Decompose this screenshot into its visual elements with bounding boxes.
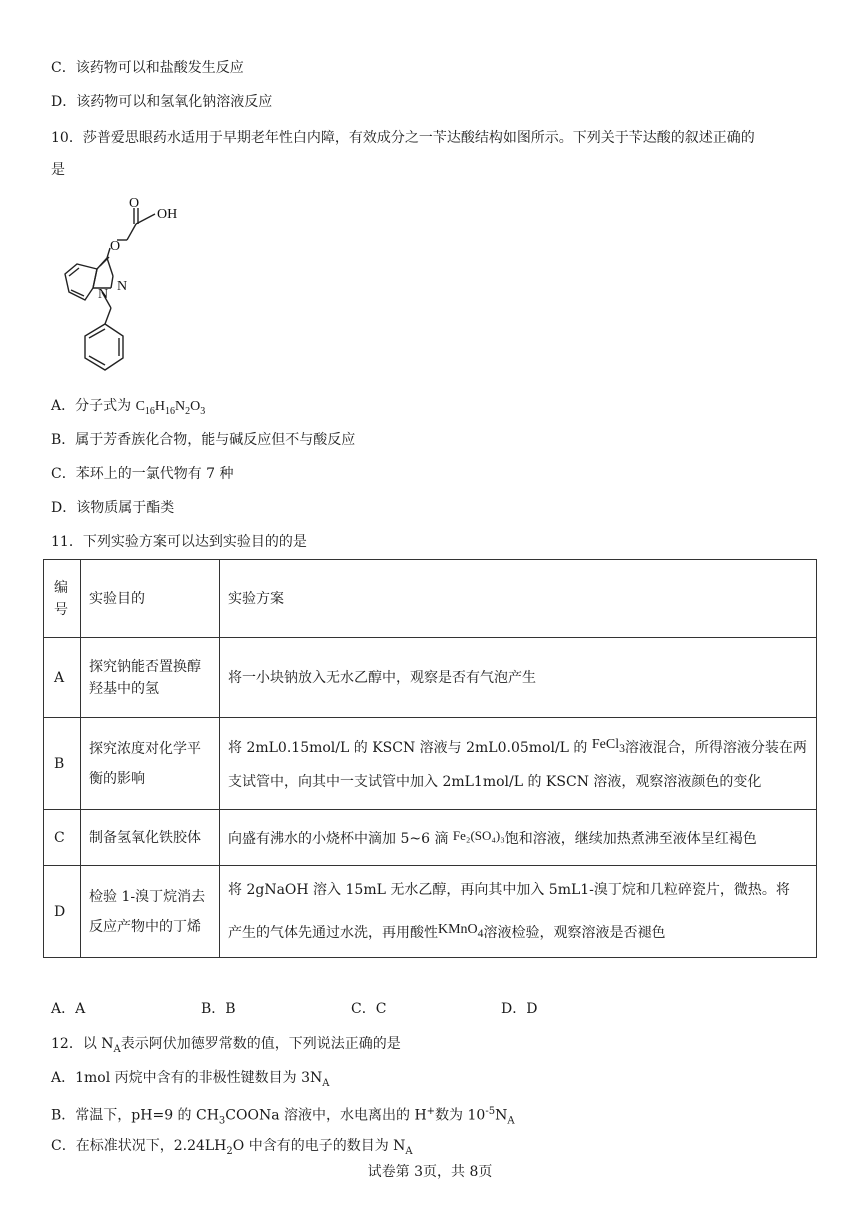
n2-label: N: [117, 279, 128, 294]
n1-label: N: [98, 287, 109, 302]
hydroxyl-oh-label: OH: [157, 207, 178, 222]
molecular-formula: $C_{16}H_{16}N_2O_3$: [135, 399, 206, 417]
table-row-c: C 制备氢氧化铁胶体 向盛有沸水的小烧杯中滴加 5~6 滴 Fe₂(SO₄)₃饱和溶液，继续加热煮沸至液体呈红褐色: [44, 810, 817, 866]
experiment-table: [43, 559, 817, 958]
q12-option-c: C．在标准状况下，$2.24LH_2O$ 中含有的电子的数目为 $N_A$: [51, 1138, 413, 1157]
q11-option-a: A．A: [51, 1001, 86, 1017]
q12-option-b: B．常温下，pH=9 的 $CH_3COONa$ 溶液中，水电离出的 H+数为 $10^{-5}N_A$: [51, 1106, 515, 1127]
q11-stem: 11．下列实验方案可以达到实验目的的是: [51, 534, 307, 550]
q9-option-c: C．该药物可以和盐酸发生反应: [51, 60, 244, 76]
bendazac-structure-diagram: [55, 196, 205, 386]
table-row-a: A 探究钠能否置换醇 羟基中的氢 将一小块钠放入无水乙醇中，观察是否有气泡产生: [44, 638, 817, 718]
q9-option-d: D．该药物可以和氢氧化钠溶液反应: [51, 94, 273, 110]
page-footer: 试卷第 3页，共 8页: [367, 1164, 493, 1180]
q11-option-b: B．B: [201, 1001, 236, 1017]
ether-o-label: O: [110, 239, 121, 254]
q10-option-a: A．分子式为 $C_{16}H_{16}N_2O_3$: [51, 398, 206, 417]
q10-stem-line2: 是: [51, 162, 65, 178]
table-row-d: D 检验 1-溴丁烷消去 反应产物中的丁烯 将 2gNaOH 溶入 15mL 无水乙醇，再向其中加入 5mL1-溴丁烷和几粒碎瓷片，微热。将 产生的气体先通过水洗，再用酸性KMnO$_4$溶液检验，观察溶液是否褪色: [44, 866, 817, 958]
q12-stem: 12．以 $N_A$表示阿伏加德罗常数的值，下列说法正确的是: [51, 1036, 401, 1055]
carbonyl-o-label: O: [129, 196, 140, 211]
table-header-row: 编 号 实验目的 实验方案: [44, 560, 817, 638]
q10-option-c: C．苯环上的一氯代物有 7 种: [51, 466, 234, 482]
q10-stem-line1: 10．莎普爱思眼药水适用于早期老年性白内障，有效成分之一苄达酸结构如图所示。下列关于苄达酸的叙述正确的: [51, 130, 755, 146]
q10-option-b: B．属于芳香族化合物，能与碱反应但不与酸反应: [51, 432, 356, 448]
q12-option-a: A．1mol 丙烷中含有的非极性键数目为 $3N_A$: [51, 1070, 330, 1089]
q11-option-c: C．C: [351, 1001, 387, 1017]
q10-option-d: D．该物质属于酯类: [51, 500, 175, 516]
table-row-b: B 探究浓度对化学平 衡的影响 将 2mL0.15mol/L 的 KSCN 溶液与 2mL0.05mol/L 的 FeCl$_3$溶液混合，所得溶液分装在两 支试管中，向其中一支试管中加入 2mL1mol/L 的 KSCN 溶液，观察溶液颜色的变化: [44, 718, 817, 810]
q11-option-d: D．D: [501, 1001, 538, 1017]
